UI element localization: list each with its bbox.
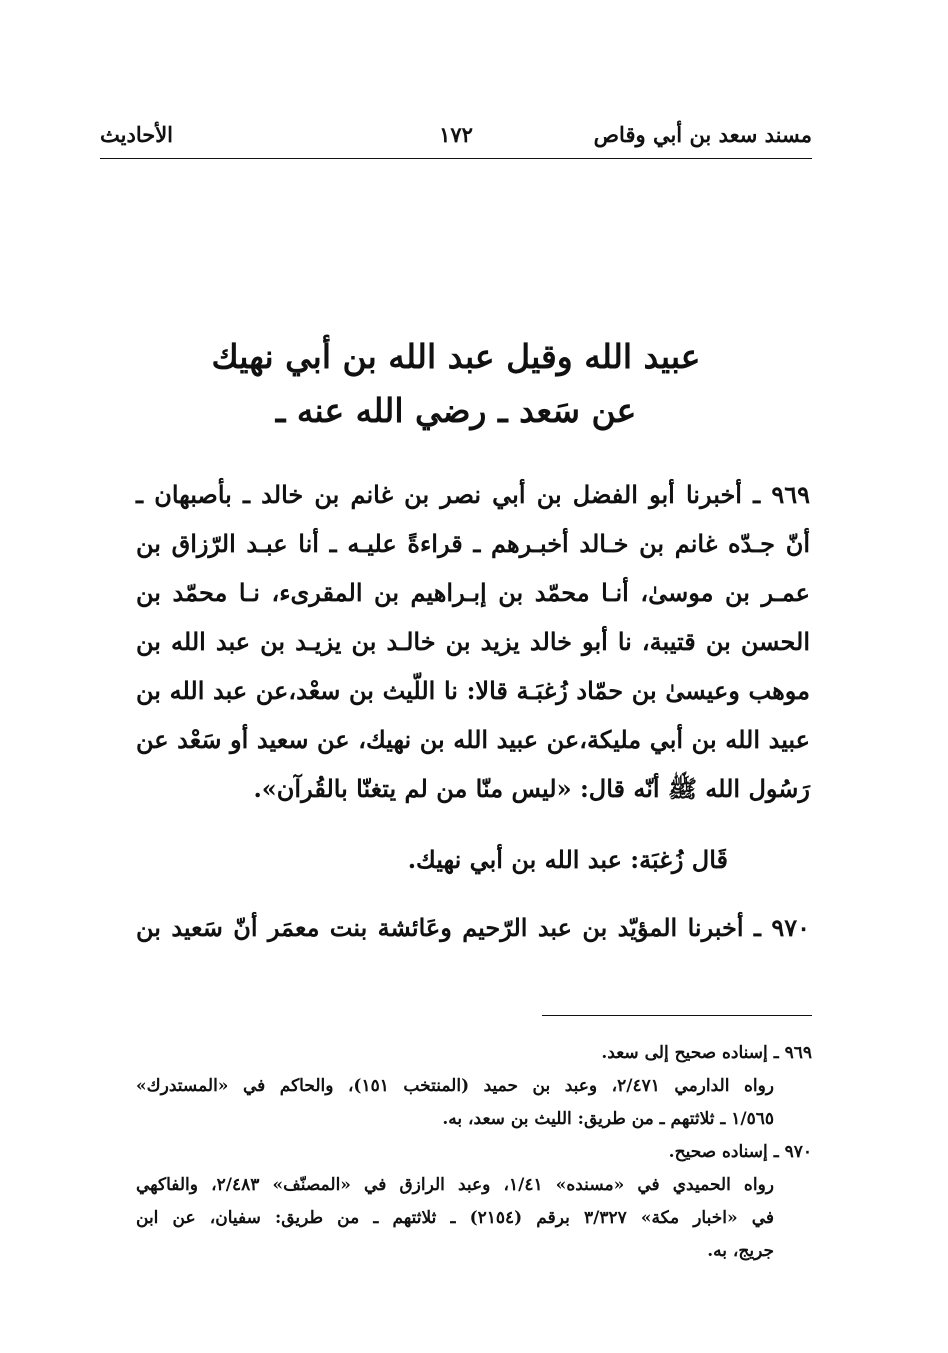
hadith-969-line-5: موهب وعيسىٰ بن حمّاد زُغبَـة قالا: نا اللّيث بن سعْد،عن عبد الله بن <box>136 676 810 705</box>
footnotes <box>136 1037 812 1268</box>
hadith-969-note: قَال زُغبَة: عبد الله بن أبي نهيك. <box>407 845 728 874</box>
hadith-969-line-7: رَسُول الله ﷺ أنّه قال: «ليس منّا من لم يتغنّا بالقُرآن». <box>253 774 810 803</box>
chapter-title-line-1: عبيد الله وقيل عبد الله بن أبي نهيك <box>211 337 701 376</box>
hadith-969-line-6: عبيد الله بن أبي مليكة،عن عبيد الله بن نهيك، عن سعيد أو سَعْد عن <box>136 725 810 754</box>
chapter-title-line-2: عن سَعد ـ رضي الله عنه ـ <box>275 391 637 430</box>
footnote-969-heading: ٩٦٩ ـ إسناده صحيح إلى سعد. <box>601 1043 812 1063</box>
hadith-969-line-4: الحسن بن قتيبة، نا أبو خالد يزيد بن خالـد بن يزيـد بن عبد الله بن <box>136 627 810 656</box>
footnote-970-heading: ٩٧٠ ـ إسناده صحيح. <box>668 1142 812 1162</box>
footnote-970-line-1: رواه الحميدي في «مسنده» ١/٤١، وعبد الرازق في «المصنّف» ٢/٤٨٣، والفاكهي <box>136 1175 774 1195</box>
chapter-title <box>100 330 812 438</box>
header-book-title: مسند سعد بن أبي وقاص <box>593 122 812 147</box>
footnote-969-line-1: رواه الدارمي ٢/٤٧١، وعبد بن حميد (المنتخب ١٥١)، والحاكم في «المستدرك» <box>136 1076 774 1096</box>
hadith-969-line-1: ٩٦٩ ـ أخبرنا أبو الفضل بن أبي نصر بن غانم بن خالد ـ بأصبهان ـ <box>136 480 810 509</box>
running-header <box>100 118 812 158</box>
footnote-970-line-3: جريج، به. <box>707 1241 774 1261</box>
hadith-970-line-1: ٩٧٠ ـ أخبرنا المؤيّد بن عبد الرّحيم وعَائشة بنت معمَر أنّ سَعيد بن <box>136 913 810 942</box>
main-text <box>136 470 810 952</box>
header-page-number: ١٧٢ <box>439 122 473 147</box>
hadith-969 <box>136 470 810 813</box>
footnote-divider <box>542 1015 812 1016</box>
footnote-969-line-2: ١/٥٦٥ ـ ثلاثتهم ـ من طريق: الليث بن سعد، به. <box>442 1109 774 1129</box>
hadith-969-line-2: أنّ جـدّه غانم بن خـالد أخبـرهم ـ قراءةً عليـه ـ أنا عبـد الرّزاق بن <box>136 529 810 558</box>
footnote-970-line-2: في «اخبار مكة» ٣/٣٢٧ برقم (٢١٥٤) ـ ثلاثتهم ـ من طريق: سفيان، عن ابن <box>136 1208 774 1228</box>
header-section-title: الأحاديث <box>100 122 174 147</box>
hadith-969-line-3: عمـر بن موسىٰ، أنـا محمّد بن إبـراهيم بن المقرىء، نـا محمّد بن <box>136 578 810 607</box>
header-divider <box>100 158 812 159</box>
